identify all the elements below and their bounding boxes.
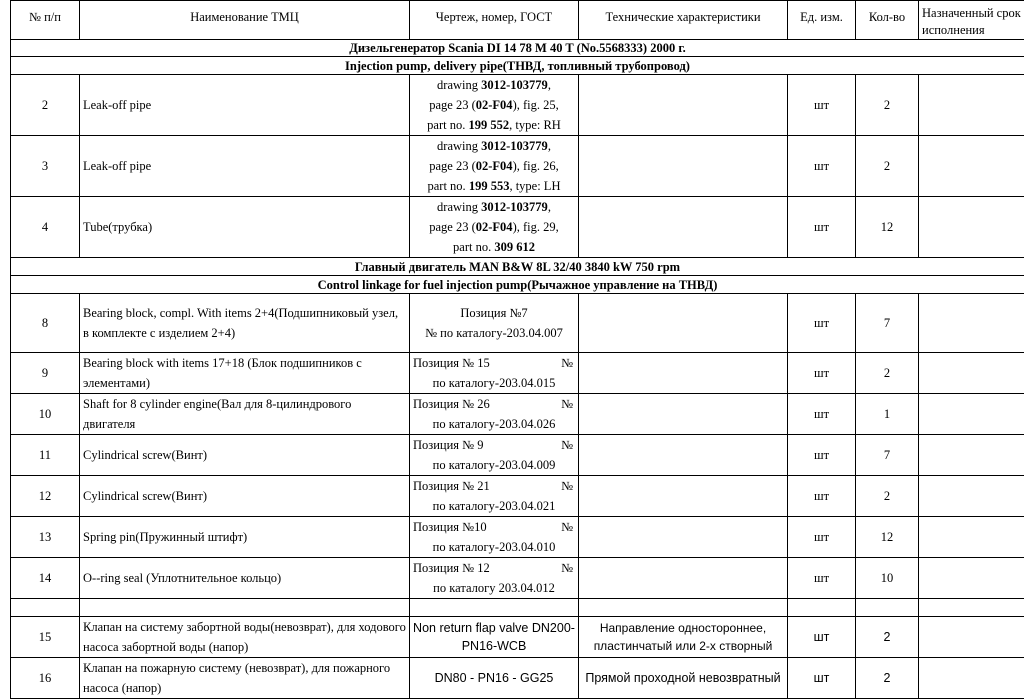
cell-qty[interactable]: 2	[856, 75, 919, 136]
catalog-position: Позиция № 9	[413, 435, 483, 455]
cell-empty[interactable]	[11, 599, 80, 617]
cell-qty[interactable]: 2	[856, 476, 919, 517]
cell-tech[interactable]	[579, 294, 788, 353]
cell-drawing[interactable]	[410, 435, 579, 476]
section-title[interactable]: Control linkage for fuel injection pump(Рычажное управление на ТНВД)	[11, 276, 1024, 294]
header-due[interactable]: Назначенный срок исполнения	[919, 1, 1024, 40]
table-row	[11, 136, 1024, 197]
cell-num[interactable]: 11	[11, 435, 80, 476]
number-sign: №	[561, 476, 573, 496]
table-row	[11, 476, 1024, 517]
cell-drawing[interactable]	[410, 517, 579, 558]
catalog-position: Позиция № 12	[413, 558, 490, 578]
cell-drawing[interactable]	[410, 394, 579, 435]
cell-unit[interactable]: шт	[788, 294, 856, 353]
drawing-number: 3012-103779	[481, 139, 548, 153]
table-row	[11, 658, 1024, 699]
number-sign: №	[561, 517, 573, 537]
row-number	[0, 622, 10, 631]
cell-unit[interactable]: шт	[788, 476, 856, 517]
empty-row	[11, 599, 1024, 617]
cell-name[interactable]: Shaft for 8 cylinder engine(Вал для 8-цилиндрового двигателя	[80, 394, 410, 435]
cell-drawing[interactable]: drawing 3012-103779, page 23 (02-F04), fig. 29, part no. 309 612	[410, 197, 579, 258]
drawing-prefix: drawing	[437, 139, 481, 153]
row-number	[0, 661, 10, 670]
table-row	[11, 353, 1024, 394]
cell-qty[interactable]: 7	[856, 294, 919, 353]
cell-name[interactable]: Cylindrical screw(Винт)	[80, 435, 410, 476]
cell-empty[interactable]	[410, 599, 579, 617]
cell-unit[interactable]: шт	[788, 75, 856, 136]
cell-empty[interactable]	[919, 599, 1024, 617]
section-row	[11, 40, 1024, 57]
section-row	[11, 276, 1024, 294]
catalog-number: № по каталогу-203.04.007	[413, 323, 575, 343]
drawing-page: page 23 (	[429, 159, 476, 173]
cell-drawing[interactable]	[410, 558, 579, 599]
number-sign: №	[561, 435, 573, 455]
drawing-partno: 199 553	[469, 179, 510, 193]
cell-qty[interactable]: 12	[856, 517, 919, 558]
cell-unit[interactable]: шт	[788, 435, 856, 476]
section-row	[11, 258, 1024, 276]
cell-drawing[interactable]	[410, 294, 579, 353]
drawing-prefix: drawing	[437, 200, 481, 214]
catalog-position: Позиция №7	[413, 303, 575, 323]
drawing-type: , type: RH	[509, 118, 561, 132]
drawing-fig: ), fig. 25,	[513, 98, 559, 112]
cell-num[interactable]: 16	[11, 658, 80, 699]
cell-name[interactable]: Cylindrical screw(Винт)	[80, 476, 410, 517]
cell-unit[interactable]: шт	[788, 136, 856, 197]
cell-num[interactable]: 2	[11, 75, 80, 136]
cell-num[interactable]: 8	[11, 294, 80, 353]
cell-drawing[interactable]: drawing 3012-103779, page 23 (02-F04), fig. 26, part no. 199 553, type: LH	[410, 136, 579, 197]
cell-num[interactable]: 10	[11, 394, 80, 435]
catalog-number: по каталогу-203.04.021	[413, 496, 575, 516]
cell-qty[interactable]: 2	[856, 658, 919, 699]
cell-empty[interactable]	[80, 599, 410, 617]
drawing-partno: 199 552	[468, 118, 509, 132]
catalog-number: по каталогу-203.04.009	[413, 455, 575, 475]
cell-unit[interactable]: шт	[788, 517, 856, 558]
row-number	[0, 100, 10, 109]
header-row	[11, 1, 1024, 40]
cell-due[interactable]	[919, 435, 1024, 476]
cell-due[interactable]	[919, 197, 1024, 258]
row-number	[0, 489, 10, 498]
cell-num[interactable]: 14	[11, 558, 80, 599]
cell-tech[interactable]	[579, 136, 788, 197]
cell-due[interactable]	[919, 558, 1024, 599]
drawing-fig: ), fig. 26,	[513, 159, 559, 173]
cell-due[interactable]	[919, 658, 1024, 699]
cell-qty[interactable]: 2	[856, 136, 919, 197]
cell-qty[interactable]: 12	[856, 197, 919, 258]
cell-num[interactable]: 12	[11, 476, 80, 517]
cell-empty[interactable]	[788, 599, 856, 617]
catalog-number: по каталогу-203.04.026	[413, 414, 575, 434]
cell-tech[interactable]	[579, 394, 788, 435]
cell-due[interactable]	[919, 75, 1024, 136]
cell-num[interactable]: 15	[11, 617, 80, 658]
cell-drawing[interactable]: DN80 - PN16 - GG25	[410, 658, 579, 699]
section-title[interactable]: Injection pump, delivery pipe(ТНВД, топливный трубопровод)	[11, 57, 1024, 75]
drawing-part: part no.	[428, 179, 469, 193]
cell-unit[interactable]: шт	[788, 197, 856, 258]
cell-name[interactable]: Bearing block with items 17+18 (Блок подшипников с элементами)	[80, 353, 410, 394]
cell-num[interactable]: 13	[11, 517, 80, 558]
header-drawing[interactable]: Чертеж, номер, ГОСТ	[410, 1, 579, 40]
cell-qty[interactable]: 2	[856, 617, 919, 658]
cell-due[interactable]	[919, 617, 1024, 658]
cell-qty[interactable]: 10	[856, 558, 919, 599]
row-number	[0, 220, 10, 229]
row-number	[0, 60, 10, 69]
cell-empty[interactable]	[856, 599, 919, 617]
cell-unit[interactable]: шт	[788, 617, 856, 658]
row-number	[0, 566, 10, 575]
cell-tech[interactable]: Направление одностороннее, пластинчатый или 2-х створный	[579, 617, 788, 658]
row-number	[0, 262, 10, 271]
cell-qty[interactable]: 2	[856, 353, 919, 394]
table-row	[11, 617, 1024, 658]
header-name[interactable]: Наименование ТМЦ	[80, 1, 410, 40]
cell-drawing[interactable]: drawing 3012-103779, page 23 (02-F04), fig. 25, part no. 199 552, type: RH	[410, 75, 579, 136]
cell-tech[interactable]	[579, 197, 788, 258]
cell-due[interactable]	[919, 476, 1024, 517]
header-num[interactable]: № п/п	[11, 1, 80, 40]
number-sign: №	[561, 558, 573, 578]
cell-num[interactable]: 4	[11, 197, 80, 258]
cell-name[interactable]: Spring pin(Пружинный штифт)	[80, 517, 410, 558]
row-number-gutter	[0, 0, 10, 691]
cell-due[interactable]	[919, 136, 1024, 197]
header-qty[interactable]: Кол-во	[856, 1, 919, 40]
row-number	[0, 160, 10, 169]
drawing-code: 02-F04	[476, 98, 513, 112]
cell-name[interactable]: Leak-off pipe	[80, 136, 410, 197]
catalog-number: по каталогу 203.04.012	[413, 578, 575, 598]
section-title[interactable]: Главный двигатель MAN B&W 8L 32/40 3840 kW 750 rpm	[11, 258, 1024, 276]
drawing-type: , type: LH	[509, 179, 560, 193]
drawing-fig: ), fig. 29,	[513, 220, 559, 234]
cell-name[interactable]: O--ring seal (Уплотнительное кольцо)	[80, 558, 410, 599]
drawing-part: part no.	[453, 240, 494, 254]
catalog-position: Позиция № 21	[413, 476, 490, 496]
row-number	[0, 450, 10, 459]
header-unit[interactable]: Ед. изм.	[788, 1, 856, 40]
cell-drawing[interactable]	[410, 353, 579, 394]
cell-name[interactable]: Leak-off pipe	[80, 75, 410, 136]
cell-name[interactable]: Bearing block, compl. With items 2+4(Подшипниковый узел, в комплекте с изделием 2+4)	[80, 294, 410, 353]
table-row	[11, 75, 1024, 136]
drawing-number: 3012-103779	[481, 78, 548, 92]
table-row	[11, 197, 1024, 258]
cell-num[interactable]: 3	[11, 136, 80, 197]
cell-due[interactable]	[919, 353, 1024, 394]
header-tech[interactable]: Технические характеристики	[579, 1, 788, 40]
cell-num[interactable]: 9	[11, 353, 80, 394]
table-row	[11, 517, 1024, 558]
section-row	[11, 57, 1024, 75]
cell-tech[interactable]: Прямой проходной невозвратный	[579, 658, 788, 699]
number-sign: №	[561, 394, 573, 414]
cell-drawing[interactable]	[410, 476, 579, 517]
cell-unit[interactable]: шт	[788, 658, 856, 699]
cell-tech[interactable]	[579, 558, 788, 599]
row-number	[0, 371, 10, 380]
drawing-number: 3012-103779	[481, 200, 548, 214]
cell-tech[interactable]	[579, 75, 788, 136]
cell-name[interactable]: Клапан на систему забортной воды(невозврат), для ходового насоса забортной воды (напор)	[80, 617, 410, 658]
table-row	[11, 394, 1024, 435]
cell-name[interactable]: Клапан на пожарную систему (невозврат), для пожарного насоса (напор)	[80, 658, 410, 699]
row-number	[0, 281, 10, 290]
cell-empty[interactable]	[579, 599, 788, 617]
cell-name[interactable]: Tube(трубка)	[80, 197, 410, 258]
drawing-part: part no.	[427, 118, 468, 132]
row-number	[0, 320, 10, 329]
catalog-position: Позиция № 15	[413, 353, 490, 373]
catalog-position: Позиция № 26	[413, 394, 490, 414]
row-number	[0, 42, 10, 51]
materials-table	[10, 0, 1024, 699]
catalog-position: Позиция №10	[413, 517, 487, 537]
number-sign: №	[561, 353, 573, 373]
drawing-code: 02-F04	[476, 159, 513, 173]
cell-qty[interactable]: 1	[856, 394, 919, 435]
catalog-number: по каталогу-203.04.010	[413, 537, 575, 557]
table-row	[11, 294, 1024, 353]
cell-unit[interactable]: шт	[788, 558, 856, 599]
cell-qty[interactable]: 7	[856, 435, 919, 476]
drawing-page: page 23 (	[429, 98, 476, 112]
cell-due[interactable]	[919, 394, 1024, 435]
table-row	[11, 435, 1024, 476]
cell-tech[interactable]	[579, 476, 788, 517]
catalog-number: по каталогу-203.04.015	[413, 373, 575, 393]
drawing-prefix: drawing	[437, 78, 481, 92]
cell-due[interactable]	[919, 517, 1024, 558]
table-row	[11, 558, 1024, 599]
row-number	[0, 683, 10, 691]
cell-due[interactable]	[919, 294, 1024, 353]
row-number	[0, 527, 10, 536]
drawing-page: page 23 (	[429, 220, 476, 234]
cell-tech[interactable]	[579, 353, 788, 394]
cell-unit[interactable]: шт	[788, 353, 856, 394]
cell-unit[interactable]: шт	[788, 394, 856, 435]
cell-tech[interactable]	[579, 435, 788, 476]
drawing-partno: 309 612	[494, 240, 535, 254]
row-number	[0, 12, 10, 21]
cell-tech[interactable]	[579, 517, 788, 558]
row-number	[0, 411, 10, 420]
section-title[interactable]: Дизельгенератор Scania DI 14 78 M 40 T (No.5568333) 2000 г.	[11, 40, 1024, 57]
drawing-code: 02-F04	[476, 220, 513, 234]
cell-drawing[interactable]: Non return flap valve DN200-PN16-WCB	[410, 617, 579, 658]
